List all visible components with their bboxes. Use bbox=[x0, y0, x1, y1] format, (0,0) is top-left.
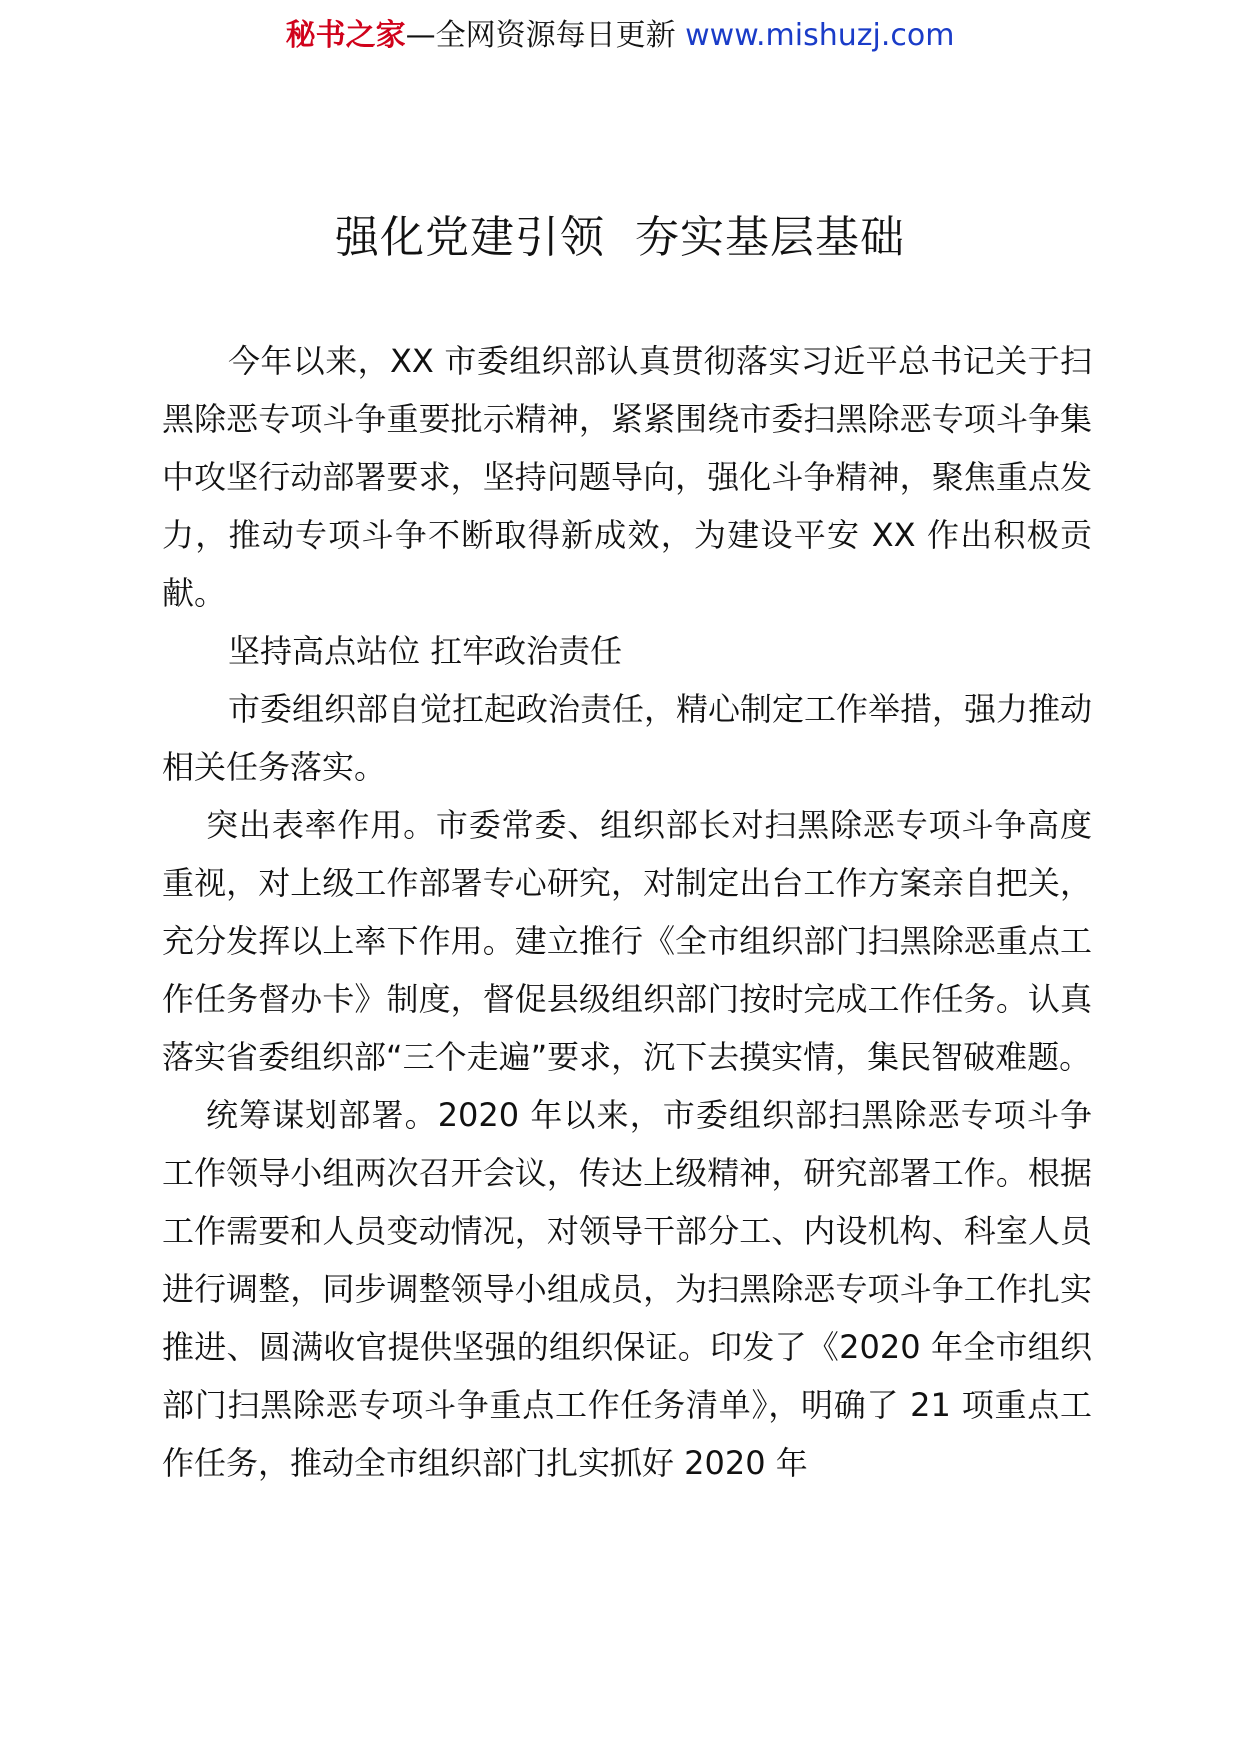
paragraph-intro: 今年以来，XX 市委组织部认真贯彻落实习近平总书记关于扫黑除恶专项斗争重要批示精神，紧紧围绕市委扫黑除恶专项斗争集中攻坚行动部署要求，坚持问题导向，强化斗争精神，聚焦重点发力，推动专项斗争不断取得新成效，为建设平安 XX 作出积极贡献。 bbox=[162, 342, 1092, 612]
paragraph-planning: 统筹谋划部署。2020 年以来，市委组织部扫黑除恶专项斗争工作领导小组两次召开会议，传达上级精神，研究部署工作。根据工作需要和人员变动情况，对领导干部分工、内设机构、科室人员进行调整，同步调整领导小组成员，为扫黑除恶专项斗争工作扎实推进、圆满收官提供坚强的组织保证。印发了《2020 年全市组织部门扫黑除恶专项斗争重点工作任务清单》，明确了 21 项重点工作任务，推动全市组织部门扎实抓好 2020 年 bbox=[162, 1096, 1092, 1482]
paragraph-leadership-role: 突出表率作用。市委常委、组织部长对扫黑除恶专项斗争高度重视，对上级工作部署专心研究，对制定出台工作方案亲自把关，充分发挥以上率下作用。建立推行《全市组织部门扫黑除恶重点工作任务督办卡》制度，督促县级组织部门按时完成工作任务。认真落实省委组织部“三个走遍”要求，沉下去摸实情，集民智破难题。 bbox=[162, 806, 1092, 1076]
header-url-link[interactable]: www.mishuzj.com bbox=[685, 18, 955, 53]
paragraph-section-intro: 市委组织部自觉扛起政治责任，精心制定工作举措，强力推动相关任务落实。 bbox=[162, 690, 1093, 786]
header-tagline: —全网资源每日更新 bbox=[405, 18, 686, 53]
section-heading: 坚持高点站位 扛牢政治责任 bbox=[228, 632, 623, 670]
header-banner bbox=[0, 14, 1240, 58]
document-title: 强化党建引领 夯实基层基础 bbox=[335, 212, 905, 263]
document-body bbox=[162, 332, 1092, 1492]
brand-name: 秘书之家 bbox=[285, 18, 406, 53]
